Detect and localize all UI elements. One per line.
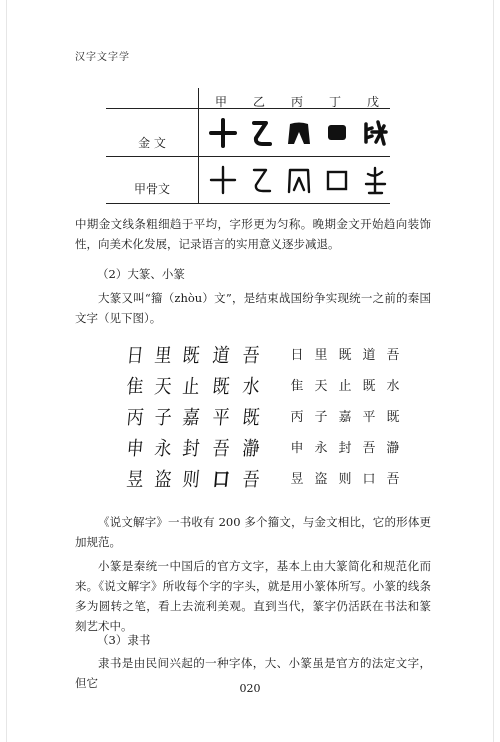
wu-oracle-icon <box>358 160 392 200</box>
page-edge-right <box>493 0 494 742</box>
seal-glyph: 子 <box>153 406 173 430</box>
transcription-glyph: 既 <box>362 379 376 394</box>
seal-glyph: 隹 <box>125 375 145 399</box>
seal-row <box>124 375 400 401</box>
seal-glyph: 既 <box>211 375 231 399</box>
table-rule <box>106 203 390 204</box>
transcription-glyph: 吾 <box>362 441 376 456</box>
transcription-glyph: 平 <box>362 410 376 425</box>
transcription-glyph: 既 <box>338 348 352 363</box>
table-rule <box>106 156 390 157</box>
bing-bronze-icon <box>282 112 316 152</box>
transcription-glyph: 既 <box>386 410 400 425</box>
jia-oracle-icon <box>206 160 240 200</box>
seal-script-figure <box>124 344 400 504</box>
seal-glyph: 既 <box>181 344 201 368</box>
seal-row <box>124 406 400 432</box>
transcription-glyph: 嘉 <box>338 410 352 425</box>
yi-oracle-icon <box>244 160 278 200</box>
column-header: 丁 <box>328 95 341 109</box>
seal-glyph: 里 <box>153 344 173 368</box>
section-heading-seal: （2）大篆、小篆 <box>97 267 185 281</box>
paragraph-bronze-middle-late: 中期金文线条粗细趋于平均，字形更为匀称。晚期金文开始趋向装饰性，向美术化发展，记录语言的实用意义逐步减退。 <box>75 217 431 251</box>
ding-oracle-icon <box>320 160 354 200</box>
seal-row <box>124 344 400 370</box>
transcription-glyph: 盗 <box>314 472 328 487</box>
column-header: 甲 <box>214 95 227 109</box>
seal-glyph: 盗 <box>153 468 173 492</box>
seal-glyph: 嘉 <box>181 406 201 430</box>
seal-glyph: 昱 <box>125 468 145 492</box>
seal-glyph: 既 <box>241 406 261 430</box>
transcription-glyph: 天 <box>314 379 328 394</box>
transcription-glyph: 申 <box>290 441 304 456</box>
paragraph-clerical: 隶书是由民间兴起的一种字体，大、小篆虽是官方的法定文字，但它 <box>75 656 431 690</box>
transcription-glyph: 吾 <box>386 472 400 487</box>
seal-glyph: 日 <box>125 344 145 368</box>
ding-bronze-icon <box>320 112 354 152</box>
column-header: 乙 <box>252 95 265 109</box>
seal-glyph: 天 <box>153 375 173 399</box>
wu-bronze-icon <box>358 112 392 152</box>
transcription-glyph: 止 <box>338 379 352 394</box>
paragraph-small-seal: 小篆是秦统一中国后的官方文字，基本上由大篆简化和规范化而来。《说文解字》所收每个字的字头，就是用小篆体所写。小篆的线条多为圆转之笔，看上去流利美观。直到当代，篆字仍活跃在书法和篆刻艺术中。 <box>75 559 431 633</box>
seal-glyph: 申 <box>125 437 145 461</box>
paragraph-shuowen: 《说文解字》一书收有 200 多个籀文，与金文相比，它的形体更加规范。 <box>75 515 431 549</box>
seal-row <box>124 468 400 494</box>
page-number: 020 <box>239 682 261 695</box>
seal-glyph: 道 <box>211 344 231 368</box>
seal-glyph: 止 <box>181 375 201 399</box>
seal-glyph: 吾 <box>241 468 261 492</box>
seal-row <box>124 437 400 463</box>
transcription-glyph: 昱 <box>290 472 304 487</box>
seal-glyph: 丙 <box>125 406 145 430</box>
transcription-glyph: 瀞 <box>386 441 400 456</box>
transcription-glyph: 道 <box>362 348 376 363</box>
bing-oracle-icon <box>282 160 316 200</box>
seal-glyph: 封 <box>181 437 201 461</box>
transcription-glyph: 丙 <box>290 410 304 425</box>
seal-glyph: 平 <box>211 406 231 430</box>
seal-glyph: 口 <box>211 468 231 492</box>
seal-glyph: 水 <box>241 375 261 399</box>
transcription-glyph: 日 <box>290 348 304 363</box>
row-label-bronze: 金 文 <box>138 136 166 150</box>
seal-glyph: 则 <box>181 468 201 492</box>
column-header: 丙 <box>290 95 303 109</box>
paragraph-large-seal: 大篆又叫“籀（zhòu）文”，是结束战国纷争实现统一之前的秦国文字（见下图）。 <box>75 291 431 325</box>
seal-glyph: 永 <box>153 437 173 461</box>
transcription-glyph: 封 <box>338 441 352 456</box>
running-head: 汉字文字学 <box>75 52 130 63</box>
transcription-glyph: 口 <box>362 472 376 487</box>
jia-bronze-icon <box>206 112 240 152</box>
yi-bronze-icon <box>244 112 278 152</box>
transcription-glyph: 水 <box>386 379 400 394</box>
transcription-glyph: 吾 <box>386 348 400 363</box>
transcription-glyph: 隹 <box>290 379 304 394</box>
transcription-glyph: 则 <box>338 472 352 487</box>
transcription-glyph: 里 <box>314 348 328 363</box>
seal-glyph: 瀞 <box>241 437 261 461</box>
page-edge-left <box>6 0 7 742</box>
row-label-oracle: 甲骨文 <box>133 182 170 196</box>
table-rule <box>198 88 199 204</box>
seal-glyph: 吾 <box>241 344 261 368</box>
transcription-glyph: 子 <box>314 410 328 425</box>
section-heading-clerical: （3）隶书 <box>97 633 151 647</box>
transcription-glyph: 永 <box>314 441 328 456</box>
script-comparison-table <box>106 88 390 204</box>
seal-glyph: 吾 <box>211 437 231 461</box>
column-header: 戊 <box>366 95 379 109</box>
